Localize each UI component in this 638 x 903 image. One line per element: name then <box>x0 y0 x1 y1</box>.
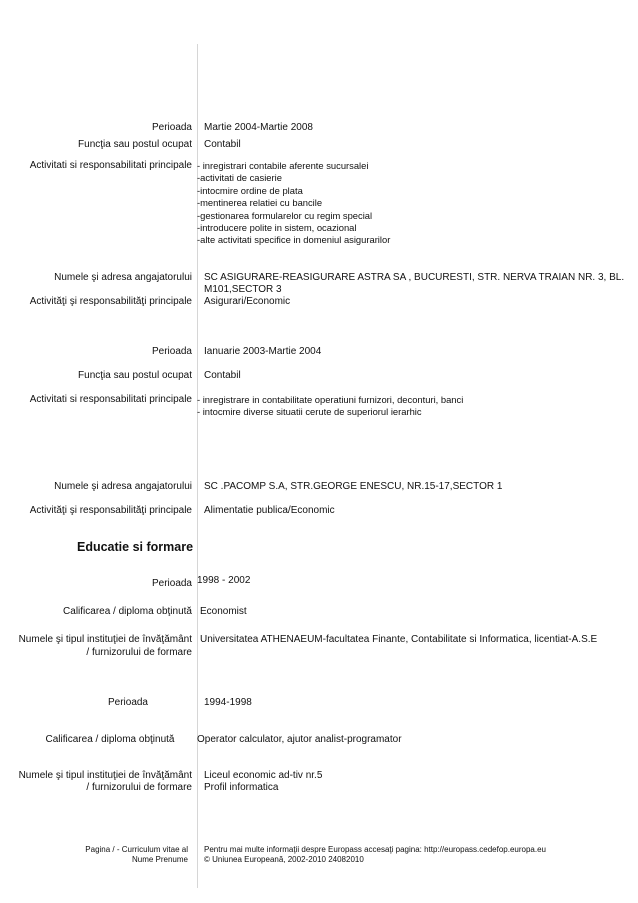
job2-period-label: Perioada <box>151 346 192 357</box>
list-item: - inregistrare in contabilitate operatiuni furnizori, deconturi, banci <box>197 394 464 405</box>
edu2-institution-label-1: Numele şi tipul instituţiei de învăţământ <box>18 770 192 781</box>
edu1-institution-label-1: Numele şi tipul instituţiei de învăţământ <box>18 634 192 645</box>
job1-employer-line-2: M101,SECTOR 3 <box>204 284 282 295</box>
job2-activities-list <box>197 394 463 419</box>
edu1-qualification-value: Economist <box>200 606 247 617</box>
job2-sector-value: Alimentatie publica/Economic <box>204 505 335 516</box>
job1-period-label: Perioada <box>151 122 192 133</box>
list-item: -alte activitati specifice in domeniul asigurarilor <box>197 234 391 246</box>
job1-position-value: Contabil <box>204 139 241 150</box>
job1-sector-label: Activităţi şi responsabilităţi principale <box>29 296 192 307</box>
edu2-qualification-value: Operator calculator, ajutor analist-programator <box>197 734 402 745</box>
job2-position-label: Funcţia sau postul ocupat <box>78 370 192 381</box>
job1-sector-value: Asigurari/Economic <box>204 296 291 307</box>
edu2-institution-label-2: / furnizorului de formare <box>86 782 192 793</box>
job2-activities-label: Activitati si responsabilitati principale <box>29 394 192 405</box>
list-item: - inregistrari contabile aferente sucursalei <box>197 160 369 171</box>
education-heading: Educatie si formare <box>77 540 194 554</box>
list-item: -gestionarea formularelor cu regim special <box>197 209 373 221</box>
job2-period-value: Ianuarie 2003-Martie 2004 <box>204 346 322 357</box>
job1-employer-label: Numele şi adresa angajatorului <box>54 272 192 283</box>
edu1-institution-label-2: / furnizorului de formare <box>86 647 192 658</box>
job2-employer-label: Numele şi adresa angajatorului <box>54 481 192 492</box>
footer-left-line-2: Nume Prenume <box>131 855 188 864</box>
edu2-period-value: 1994-1998 <box>204 697 252 708</box>
list-item: -intocmire ordine de plata <box>197 184 303 196</box>
job2-employer-value: SC .PACOMP S.A, STR.GEORGE ENESCU, NR.15-17,SECTOR 1 <box>204 481 503 492</box>
list-item: -mentinerea relatiei cu bancile <box>197 197 323 209</box>
footer-left-line-1: Pagina / - Curriculum vitae al <box>85 845 188 854</box>
job1-activities-list <box>197 160 390 247</box>
edu1-period-value: 1998 - 2002 <box>197 575 251 586</box>
list-item: - intocmire diverse situatii cerute de superiorul ierarhic <box>197 406 422 418</box>
edu1-institution-value: Universitatea ATHENAEUM-facultatea Finante, Contabilitate si Informatica, licentiat-A.S.E <box>200 634 598 645</box>
job1-period-value: Martie 2004-Martie 2008 <box>204 122 313 133</box>
edu2-institution-value-1: Liceul economic ad-tiv nr.5 <box>204 770 323 781</box>
job2-position-value: Contabil <box>204 370 241 381</box>
edu2-period-label: Perioada <box>107 697 148 708</box>
job1-position-label: Funcţia sau postul ocupat <box>78 139 192 150</box>
job1-employer-line-1: SC ASIGURARE-REASIGURARE ASTRA SA , BUCURESTI, STR. NERVA TRAIAN NR. 3, BL. <box>204 272 625 283</box>
job2-sector-label: Activităţi şi responsabilităţi principale <box>29 505 192 516</box>
job1-activities-label: Activitati si responsabilitati principale <box>29 160 192 171</box>
footer-right-line-1: Pentru mai multe informaţii despre Europass accesaţi pagina: http://europass.cedefop.europa.eu <box>204 845 546 854</box>
edu2-qualification-label: Calificarea / diploma obţinută <box>45 734 175 745</box>
edu2-institution-value-2: Profil informatica <box>204 782 279 793</box>
footer-right-line-2: © Uniunea Europeană, 2002-2010 24082010 <box>204 855 364 864</box>
list-item: -activitati de casierie <box>197 172 282 184</box>
edu1-qualification-label: Calificarea / diploma obţinută <box>63 606 192 617</box>
list-item: -introducere polite in sistem, ocazional <box>197 222 357 234</box>
edu1-period-label: Perioada <box>151 578 192 589</box>
